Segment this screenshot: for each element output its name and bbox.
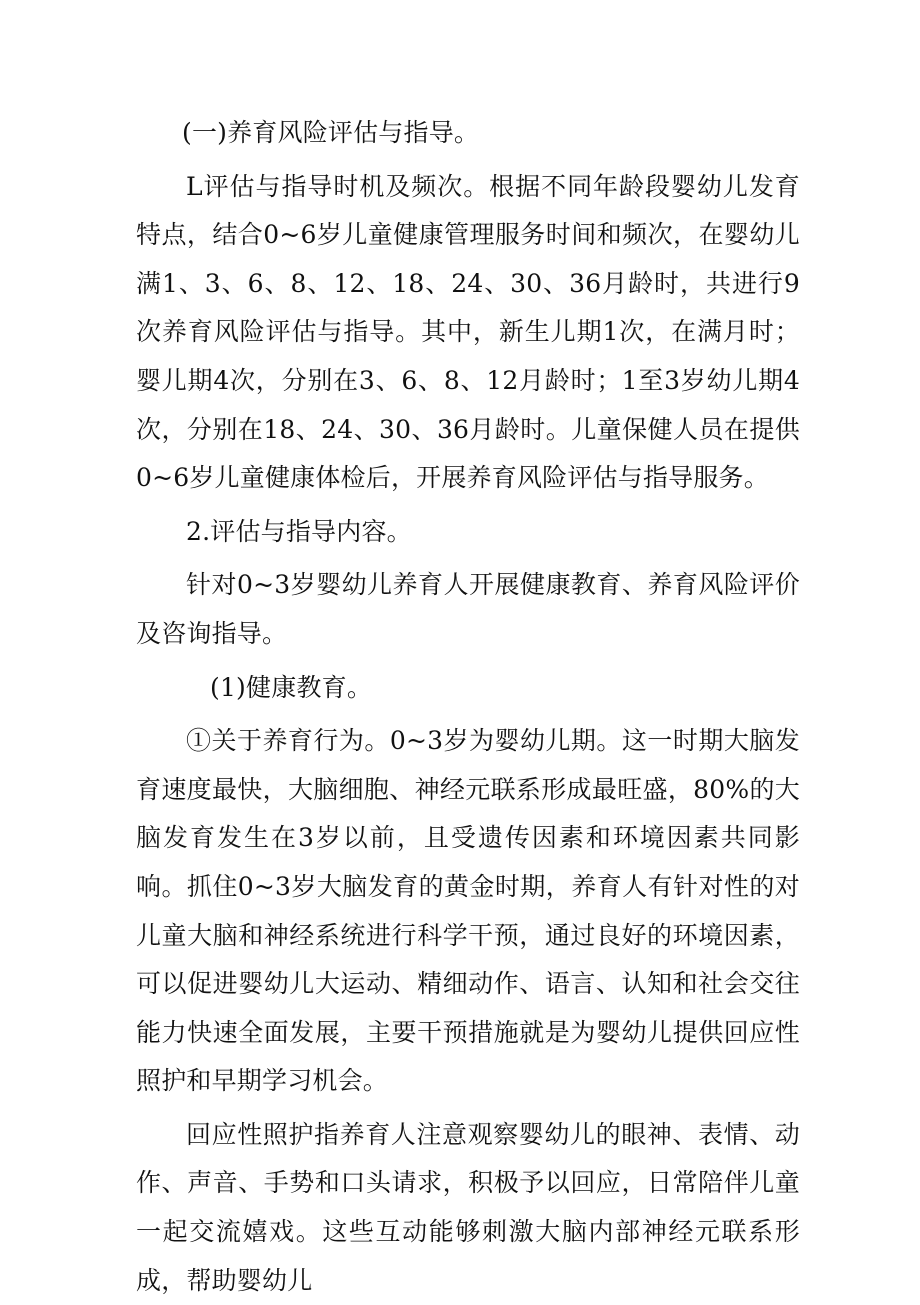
paragraph-timing-frequency: L评估与指导时机及频次。根据不同年龄段婴幼儿发育特点，结合0~6岁儿童健康管理服务时间和频次，在婴幼儿满1、3、6、8、12、18、24、30、36月龄时，共进行9次养育风险评估与指导。其中，新生儿期1次，在满月时；婴儿期4次，分别在3、6、8、12月龄时；1至3岁幼儿期4次，分别在18、24、30、36月龄时。儿童保健人员在提供0~6岁儿童健康体检后，开展养育风险评估与指导服务。	[136, 171, 800, 493]
subheading-health-education: (1)健康教育。	[210, 672, 373, 702]
paragraph-parenting-behavior: ①关于养育行为。0~3岁为婴幼儿期。这一时期大脑发育速度最快，大脑细胞、神经元联系形成最旺盛，80%的大脑发育发生在3岁以前，且受遗传因素和环境因素共同影响。抓住0~3岁大脑发育的黄金时期，养育人有针对性的对儿童大脑和神经系统进行科学干预，通过良好的环境因素，可以促进婴幼儿大运动、精细动作、语言、认知和社会交往能力快速全面发展，主要干预措施就是为婴幼儿提供回应性照护和早期学习机会。	[136, 726, 800, 1096]
section-heading-parenting-risk: (一)养育风险评估与指导。	[182, 118, 480, 147]
subheading-assessment-content: 2.评估与指导内容。	[186, 516, 412, 546]
paragraph-responsive-care: 回应性照护指养育人注意观察婴幼儿的眼神、表情、动作、声音、手势和口头请求，积极予以回应，日常陪伴儿童一起交流嬉戏。这些互动能够刺激大脑内部神经元联系形成，帮助婴幼儿	[136, 1119, 800, 1295]
paragraph-target-caregivers: 针对0~3岁婴幼儿养育人开展健康教育、养育风险评价及咨询指导。	[136, 570, 800, 648]
document-body	[136, 109, 800, 1305]
